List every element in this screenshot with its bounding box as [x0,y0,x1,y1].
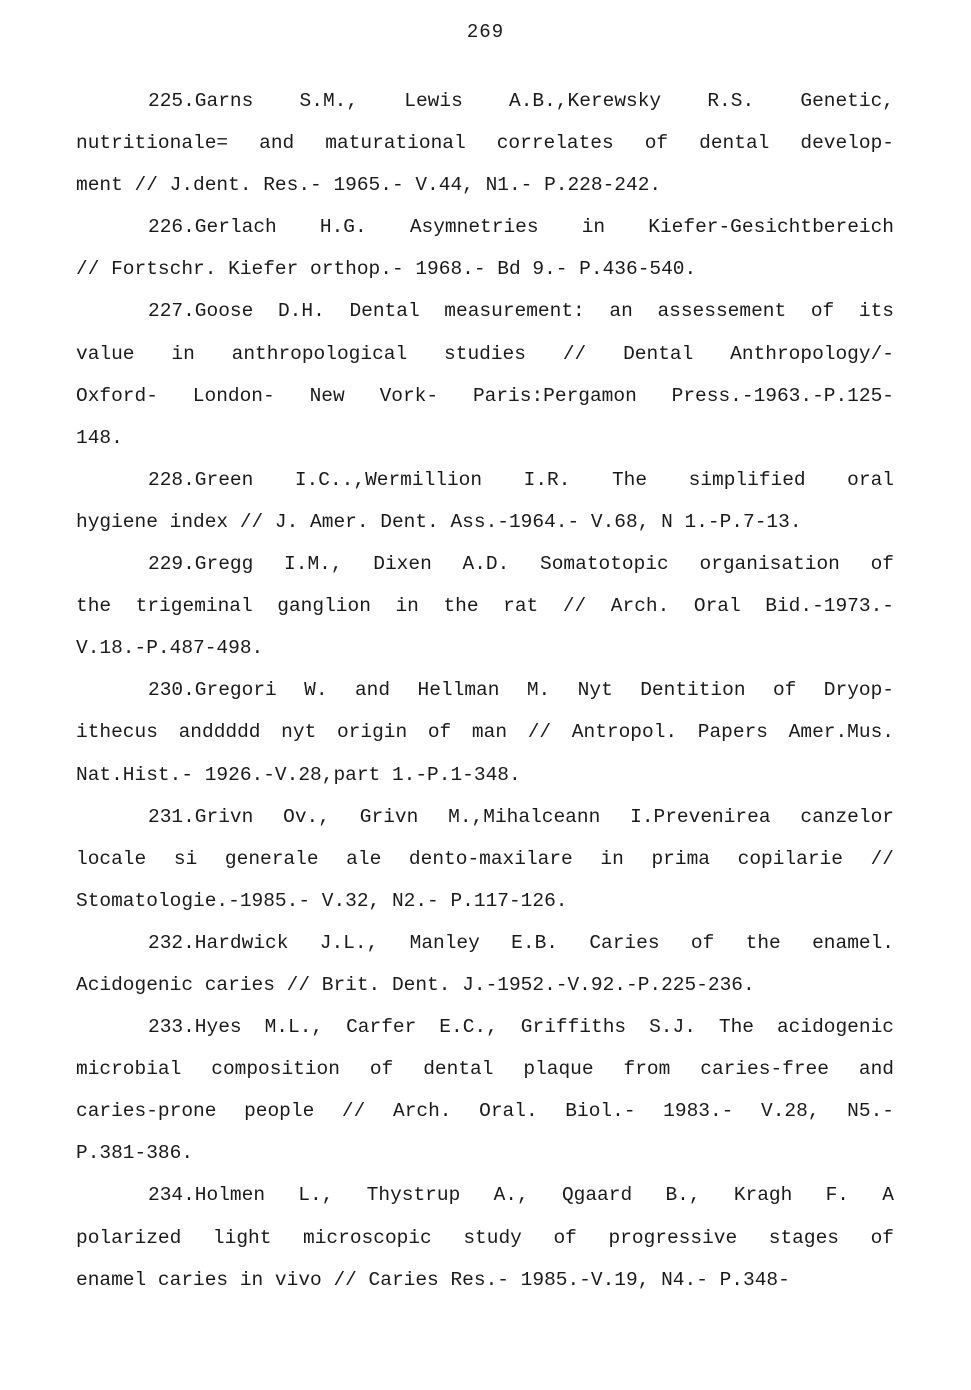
reference-line: 227.Goose D.H. Dental measurement: an assessement of its [148,300,894,323]
reference-line: P.381-386. [76,1142,194,1165]
reference-entry-231 [76,796,894,922]
reference-line: the trigeminal ganglion in the rat // Arch. Oral Bid.-1973.- [76,595,894,618]
reference-line: // Fortschr. Kiefer orthop.- 1968.- Bd 9.- P.436-540. [76,258,697,281]
reference-entry-226 [76,206,894,290]
reference-line: 231.Grivn Ov., Grivn M.,Mihalceann I.Prevenirea canzelor [148,805,894,828]
reference-line: 228.Green I.C..,Wermillion I.R. The simplified oral [148,468,894,491]
reference-line: 233.Hyes M.L., Carfer E.C., Griffiths S.J. The acidogenic [148,1016,894,1039]
reference-line: ment // J.dent. Res.- 1965.- V.44, N1.- P.228-242. [76,174,662,197]
reference-line: 229.Gregg I.M., Dixen A.D. Somatotopic organisation of [148,553,894,576]
reference-entry-228 [76,459,894,543]
reference-line: 226.Gerlach H.G. Asymnetries in Kiefer-Gesichtbereich [148,216,894,239]
page-number: 269 [466,21,505,43]
reference-line: Nat.Hist.- 1926.-V.28,part 1.-P.1-348. [76,763,521,786]
reference-line: 148. [76,426,123,449]
reference-line: microbial composition of dental plaque from caries-free and [76,1058,894,1081]
reference-entry-225 [76,80,894,206]
reference-line: hygiene index // J. Amer. Dent. Ass.-1964.- V.68, N 1.-P.7-13. [76,510,802,533]
reference-list [76,80,894,1301]
reference-line: 230.Gregori W. and Hellman M. Nyt Dentition of Dryop- [148,679,894,702]
reference-line: polarized light microscopic study of progressive stages of [76,1226,894,1249]
reference-entry-233 [76,1006,894,1174]
reference-line: Acidogenic caries // Brit. Dent. J.-1952.-V.92.-P.225-236. [76,973,755,996]
reference-line: Stomatologie.-1985.- V.32, N2.- P.117-126. [76,889,568,912]
reference-entry-232 [76,922,894,1006]
reference-line: 232.Hardwick J.L., Manley E.B. Caries of the enamel. [148,931,894,954]
reference-line: nutritionale= and maturational correlates of dental develop- [76,132,894,155]
reference-line: Oxford- London- New Vork- Paris:Pergamon Press.-1963.-P.125- [76,384,894,407]
reference-entry-230 [76,669,894,795]
reference-line: 225.Garns S.M., Lewis A.B.,Kerewsky R.S. Genetic, [148,90,894,112]
reference-entry-229 [76,543,894,669]
reference-entry-227 [76,290,894,458]
reference-line: locale si generale ale dento-maxilare in prima copilarie // [76,847,894,870]
reference-entry-234 [76,1174,894,1300]
reference-line: enamel caries in vivo // Caries Res.- 1985.-V.19, N4.- P.348- [76,1268,790,1291]
reference-line: value in anthropological studies // Dental Anthropology/- [76,342,894,365]
reference-line: caries-prone people // Arch. Oral. Biol.- 1983.- V.28, N5.- [76,1100,894,1123]
reference-line: ithecus anddddd nyt origin of man // Antropol. Papers Amer.Mus. [76,721,894,744]
reference-line: V.18.-P.487-498. [76,637,264,660]
reference-line: 234.Holmen L., Thystrup A., Qgaard B., Kragh F. A [148,1184,894,1207]
